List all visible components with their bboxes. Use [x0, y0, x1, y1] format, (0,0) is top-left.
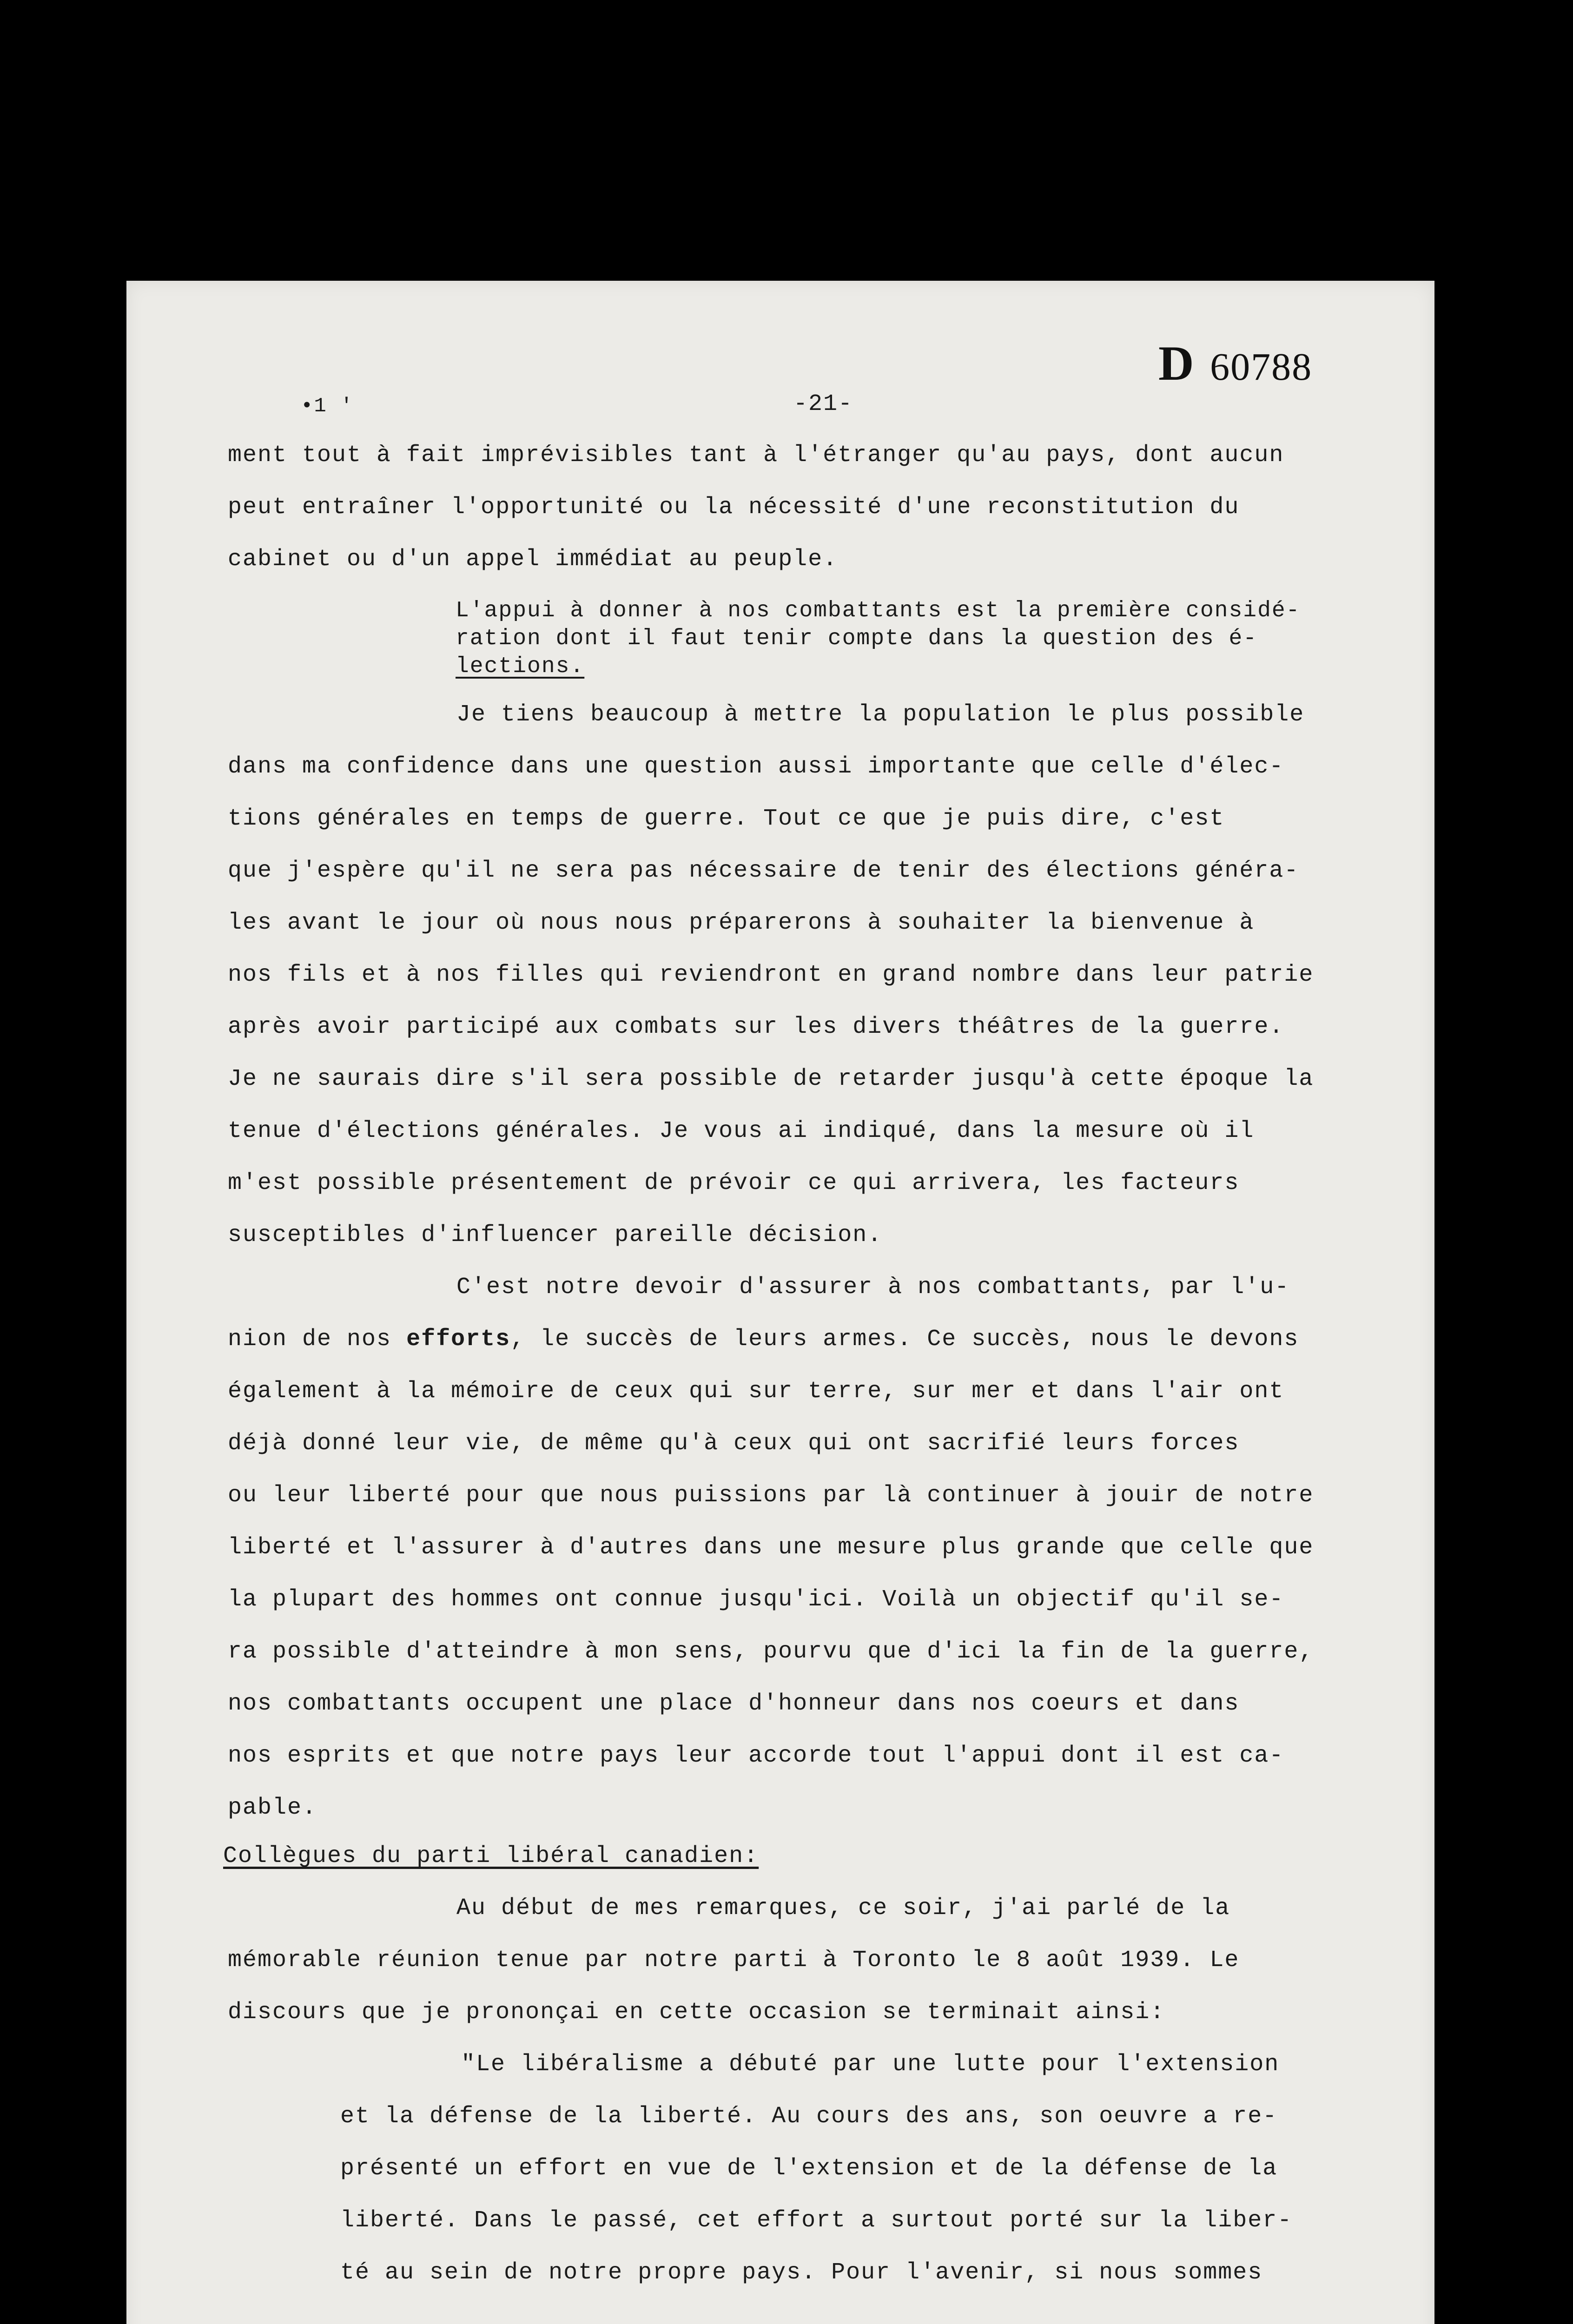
reference-number: 60788 — [1210, 345, 1313, 389]
text-line: cabinet ou d'un appel immédiat au peuple. — [228, 546, 838, 573]
text-line: ment tout à fait imprévisibles tant à l'étranger qu'au pays, dont aucun — [228, 442, 1284, 469]
bold-word: efforts — [406, 1326, 511, 1353]
quote-line: et la défense de la liberté. Au cours des ans, son oeuvre a re- — [340, 2103, 1278, 2130]
text-line: ra possible d'atteindre à mon sens, pourvu que d'ici la fin de la guerre, — [228, 1638, 1314, 1665]
quote-line: "Le libéralisme a débuté par une lutte pour l'extension — [461, 2051, 1280, 2078]
text-line: nos combattants occupent une place d'honneur dans nos coeurs et dans — [228, 1690, 1240, 1717]
section-heading-line: lections. — [456, 654, 585, 679]
text-line: après avoir participé aux combats sur les divers théâtres de la guerre. — [228, 1014, 1284, 1040]
quote-line: té au sein de notre propre pays. Pour l'avenir, si nous sommes — [340, 2259, 1263, 2286]
text-line: également à la mémoire de ceux qui sur terre, sur mer et dans l'air ont — [228, 1378, 1284, 1405]
text-line: pable. — [228, 1795, 317, 1821]
margin-marks: •1 ' — [301, 395, 354, 418]
text-line: ou leur liberté pour que nous puissions par là continuer à jouir de notre — [228, 1482, 1314, 1509]
text-line: tenue d'élections générales. Je vous ai indiqué, dans la mesure où il — [228, 1118, 1255, 1144]
page-number: -21- — [793, 391, 853, 417]
text-line: C'est notre devoir d'assurer à nos combattants, par l'u- — [456, 1274, 1290, 1301]
section-heading-line: ration dont il faut tenir compte dans la question des é- — [456, 626, 1258, 651]
text-line: Je tiens beaucoup à mettre la population le plus possible — [456, 701, 1305, 728]
document-reference — [1158, 336, 1312, 395]
document-page — [126, 281, 1434, 2324]
quote-line: liberté. Dans le passé, cet effort a surtout porté sur la liber- — [340, 2207, 1293, 2234]
subheading: Collègues du parti libéral canadien: — [223, 1843, 759, 1869]
text-line: Au début de mes remarques, ce soir, j'ai parlé de la — [456, 1895, 1230, 1921]
text-line: les avant le jour où nous nous préparerons à souhaiter la bienvenue à — [228, 910, 1255, 936]
text-line: m'est possible présentement de prévoir ce qui arrivera, les facteurs — [228, 1170, 1240, 1196]
quote-line: présenté un effort en vue de l'extension et de la défense de la — [340, 2155, 1278, 2182]
text-line: discours que je prononçai en cette occasion se terminait ainsi: — [228, 1999, 1165, 2026]
text-line: déjà donné leur vie, de même qu'à ceux qui ont sacrifié leurs forces — [228, 1430, 1240, 1457]
text-fragment: , le succès de leurs armes. Ce succès, nous le devons — [510, 1326, 1299, 1353]
section-heading-line: L'appui à donner à nos combattants est la première considé- — [456, 598, 1301, 623]
text-line: mémorable réunion tenue par notre parti à Toronto le 8 août 1939. Le — [228, 1947, 1240, 1974]
text-line: peut entraîner l'opportunité ou la nécessité d'une reconstitution du — [228, 494, 1240, 521]
text-line: nos esprits et que notre pays leur accorde tout l'appui dont il est ca- — [228, 1743, 1284, 1769]
text-line: que j'espère qu'il ne sera pas nécessaire de tenir des élections généra- — [228, 858, 1299, 884]
text-line: Je ne saurais dire s'il sera possible de retarder jusqu'à cette époque la — [228, 1066, 1314, 1092]
text-line: dans ma confidence dans une question aussi importante que celle d'élec- — [228, 753, 1284, 780]
text-line: susceptibles d'influencer pareille décision. — [228, 1222, 883, 1248]
text-line: nos fils et à nos filles qui reviendront en grand nombre dans leur patrie — [228, 962, 1314, 988]
text-line: tions générales en temps de guerre. Tout ce que je puis dire, c'est — [228, 805, 1225, 832]
text-fragment: nion de nos — [228, 1326, 407, 1353]
reference-letter: D — [1158, 336, 1196, 390]
text-line — [228, 1326, 1299, 1353]
text-line: la plupart des hommes ont connue jusqu'ici. Voilà un objectif qu'il se- — [228, 1586, 1284, 1613]
text-line: liberté et l'assurer à d'autres dans une mesure plus grande que celle que — [228, 1534, 1314, 1561]
